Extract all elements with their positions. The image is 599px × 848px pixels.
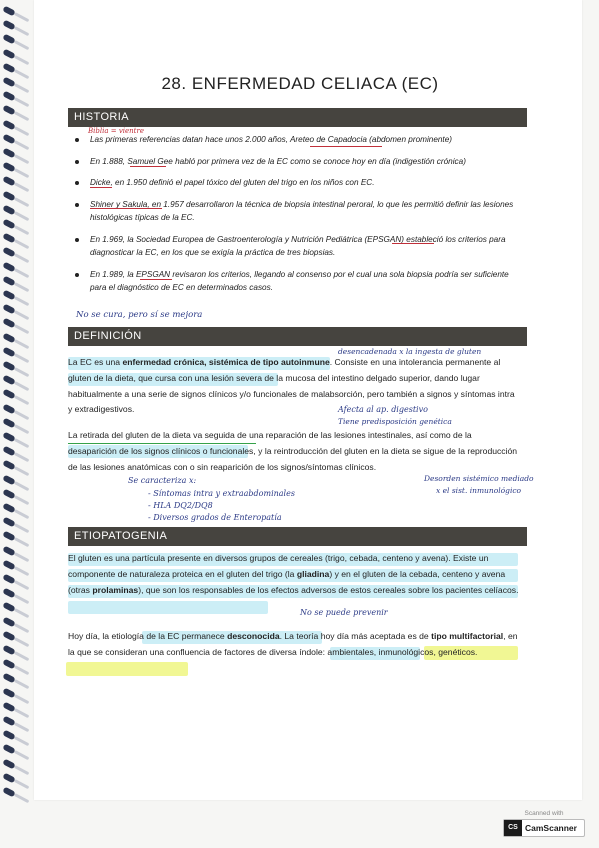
binding-ring — [2, 432, 15, 443]
section-header-historia: HISTORIA — [68, 108, 527, 127]
handwritten-note-characterized: Se caracteriza x: — [128, 476, 197, 485]
camscanner-badge — [503, 819, 585, 837]
definicion-paragraph-1 — [68, 355, 520, 418]
historia-item: En 1.969, la Sociedad Europea de Gastroenterología y Nutrición Pediátrica (EPSGAN) estableció los criterios para diagnosticar la EC, en los que se exigía la práctica de tres biopsias. — [72, 233, 522, 260]
binding-ring — [2, 659, 15, 670]
binding-ring — [2, 20, 15, 31]
handwritten-note-trigger: desencadenada x la ingesta de gluten — [338, 347, 482, 356]
binding-ring — [2, 204, 15, 215]
etiopatogenia-text: ) y en el gluten de la cebada, centeno y avena (otras — [68, 568, 506, 595]
binding-ring — [2, 34, 15, 45]
binding-ring — [2, 488, 15, 499]
etiopatogenia-text: El gluten es una partícula presente en diversos grupos de cereales (trigo, cebada, centeno y avena). Existe un componente de naturaleza proteica en el gluten del trigo (la — [68, 553, 489, 579]
binding-ring — [2, 503, 15, 514]
binding-ring — [2, 176, 15, 187]
binding-ring — [2, 261, 15, 272]
binding-ring — [2, 233, 15, 244]
binding-ring — [2, 318, 15, 329]
binding-ring — [2, 588, 15, 599]
page-title: 28. ENFERMEDAD CELIACA (EC) — [161, 74, 439, 93]
binding-ring — [2, 332, 15, 343]
binding-ring — [2, 787, 15, 798]
red-underline — [90, 187, 112, 188]
binding-ring — [2, 574, 15, 585]
binding-ring — [2, 346, 15, 357]
binding-ring — [2, 162, 15, 173]
etiopatogenia-text: ), que son los responsables de los efectos adversos de estos cereales sobre los pacientes celíacos. — [138, 584, 519, 595]
historia-list — [72, 133, 522, 303]
binding-ring — [2, 247, 15, 258]
binding-ring — [2, 716, 15, 727]
section-header-etiopatogenia: ETIOPATOGENIA — [68, 527, 527, 546]
binding-ring — [2, 630, 15, 641]
binding-ring — [2, 474, 15, 485]
handwritten-note-digestive: Afecta al ap. digestivo — [338, 405, 428, 414]
handwritten-note-stages: - Diversos grados de Enteropatía — [148, 513, 282, 522]
camscanner-stamp — [503, 810, 585, 840]
definicion-paragraph-2: La retirada del gluten de la dieta va seguida de una reparación de las lesiones intestinales, así como de la desaparición de los signos clínicos o funcionales, y la reintroducción del gluten en la dieta se sigue de la reproducción de las lesiones anatómicas con o sin reaparición de los signos/síntomas clínicos. — [68, 430, 518, 472]
historia-item: En 1.888, Samuel Gee habló por primera vez de la EC como se conoce hoy en día (indigestión crónica) — [72, 155, 522, 169]
etiopatogenia-bold: gliadina — [296, 568, 330, 579]
binding-ring — [2, 531, 15, 542]
definicion-bold: enfermedad crónica, sistémica de tipo autoinmune — [122, 357, 330, 367]
binding-ring — [2, 772, 15, 783]
handwritten-note-symptoms: - Síntomas intra y extraabdominales — [148, 489, 295, 498]
binding-ring — [2, 62, 15, 73]
etiopatogenia-text: , en la que se consideran una confluencia de factores de diversa índole: ambientales, inmunológicos, genéticos. — [68, 631, 518, 657]
handwritten-note-prevent: No se puede prevenir — [300, 608, 388, 617]
definicion-text: La EC es una — [68, 357, 123, 367]
red-underline — [140, 279, 172, 280]
etiopatogenia-bold: tipo multifactorial — [431, 631, 504, 641]
binding-ring — [2, 687, 15, 698]
binding-ring — [2, 133, 15, 144]
binding-ring — [2, 744, 15, 755]
etiopatogenia-bold: desconocida — [227, 631, 280, 641]
binding-ring — [2, 417, 15, 428]
historia-item: Las primeras referencias datan hace unos 2.000 años, Areteo de Capadocia (abdomen prominente) — [72, 133, 522, 147]
handwritten-note-genetic: Tiene predisposición genética — [338, 417, 452, 426]
binding-ring — [2, 730, 15, 741]
camscanner-logo-icon: CS — [504, 820, 522, 836]
binding-ring — [2, 275, 15, 286]
red-underline — [130, 166, 166, 167]
binding-ring — [2, 375, 15, 386]
binding-ring — [2, 48, 15, 59]
section-header-definicion: DEFINICIÓN — [68, 327, 527, 346]
red-underline — [310, 146, 382, 147]
binding-ring — [2, 517, 15, 528]
red-underline — [392, 243, 434, 244]
binding-ring — [2, 361, 15, 372]
etiopatogenia-paragraph-1 — [68, 551, 520, 598]
binding-ring — [2, 673, 15, 684]
binding-ring — [2, 545, 15, 556]
binding-ring — [2, 446, 15, 457]
binding-ring — [2, 105, 15, 116]
etiopatogenia-bold: prolaminas — [92, 584, 139, 595]
binding-ring — [2, 460, 15, 471]
binding-ring — [2, 602, 15, 613]
binding-ring — [2, 403, 15, 414]
etiopatogenia-paragraph-2 — [68, 629, 520, 661]
historia-item: En 1.989, la EPSGAN revisaron los criterios, llegando al consenso por el cual una sola biopsia podría ser suficiente para el diagnóstico de EC en determinados casos. — [72, 268, 522, 295]
definicion-text: . Consiste en una intolerancia permanente al gluten de la dieta, que cursa con una lesión severa de la mucosa del intestino delgado superior, dando lugar habitualmente a una serie de signos clínicos y/o funcionales de malabsorción, pero también a signos y síntomas intra y extradigestivos. — [68, 357, 515, 415]
binding-ring — [2, 758, 15, 769]
binding-ring — [2, 559, 15, 570]
handwritten-note-immune: x el sist. inmunológico — [436, 486, 522, 495]
handwritten-note-cure: No se cura, pero sí se mejora — [76, 310, 203, 320]
binding-ring — [2, 77, 15, 88]
handwritten-note-disorder: Desorden sistémico mediado — [424, 474, 534, 483]
binding-ring — [2, 119, 15, 130]
binding-ring — [2, 219, 15, 230]
red-underline — [90, 208, 162, 209]
scanned-with-label: Scanned with — [524, 810, 564, 817]
binding-ring — [2, 701, 15, 712]
handwritten-note-hla: - HLA DQ2/DQ8 — [148, 501, 213, 510]
binding-ring — [2, 645, 15, 656]
highlight-blue — [68, 601, 268, 614]
etiopatogenia-text: Hoy día, la etiología de la EC permanece — [68, 631, 228, 641]
etiopatogenia-text: . La teoría hoy día más aceptada es de — [279, 631, 432, 641]
handwritten-note-biblia: Biblia = vientre — [88, 127, 144, 135]
binding-ring — [2, 616, 15, 627]
binding-ring — [2, 148, 15, 159]
spiral-binding — [0, 0, 34, 800]
highlight-yellow — [66, 662, 188, 676]
binding-ring — [2, 6, 15, 17]
historia-item: Dicke, en 1.950 definió el papel tóxico del gluten del trigo en los niños con EC. — [72, 176, 522, 190]
binding-ring — [2, 389, 15, 400]
historia-item: Shiner y Sakula, en 1.957 desarrollaron la técnica de biopsia intestinal peroral, lo que les permitió definir las lesiones histológicas típicas de la EC. — [72, 198, 522, 225]
binding-ring — [2, 290, 15, 301]
binding-ring — [2, 190, 15, 201]
camscanner-name: CamScanner — [525, 823, 577, 833]
binding-ring — [2, 304, 15, 315]
binding-ring — [2, 91, 15, 102]
